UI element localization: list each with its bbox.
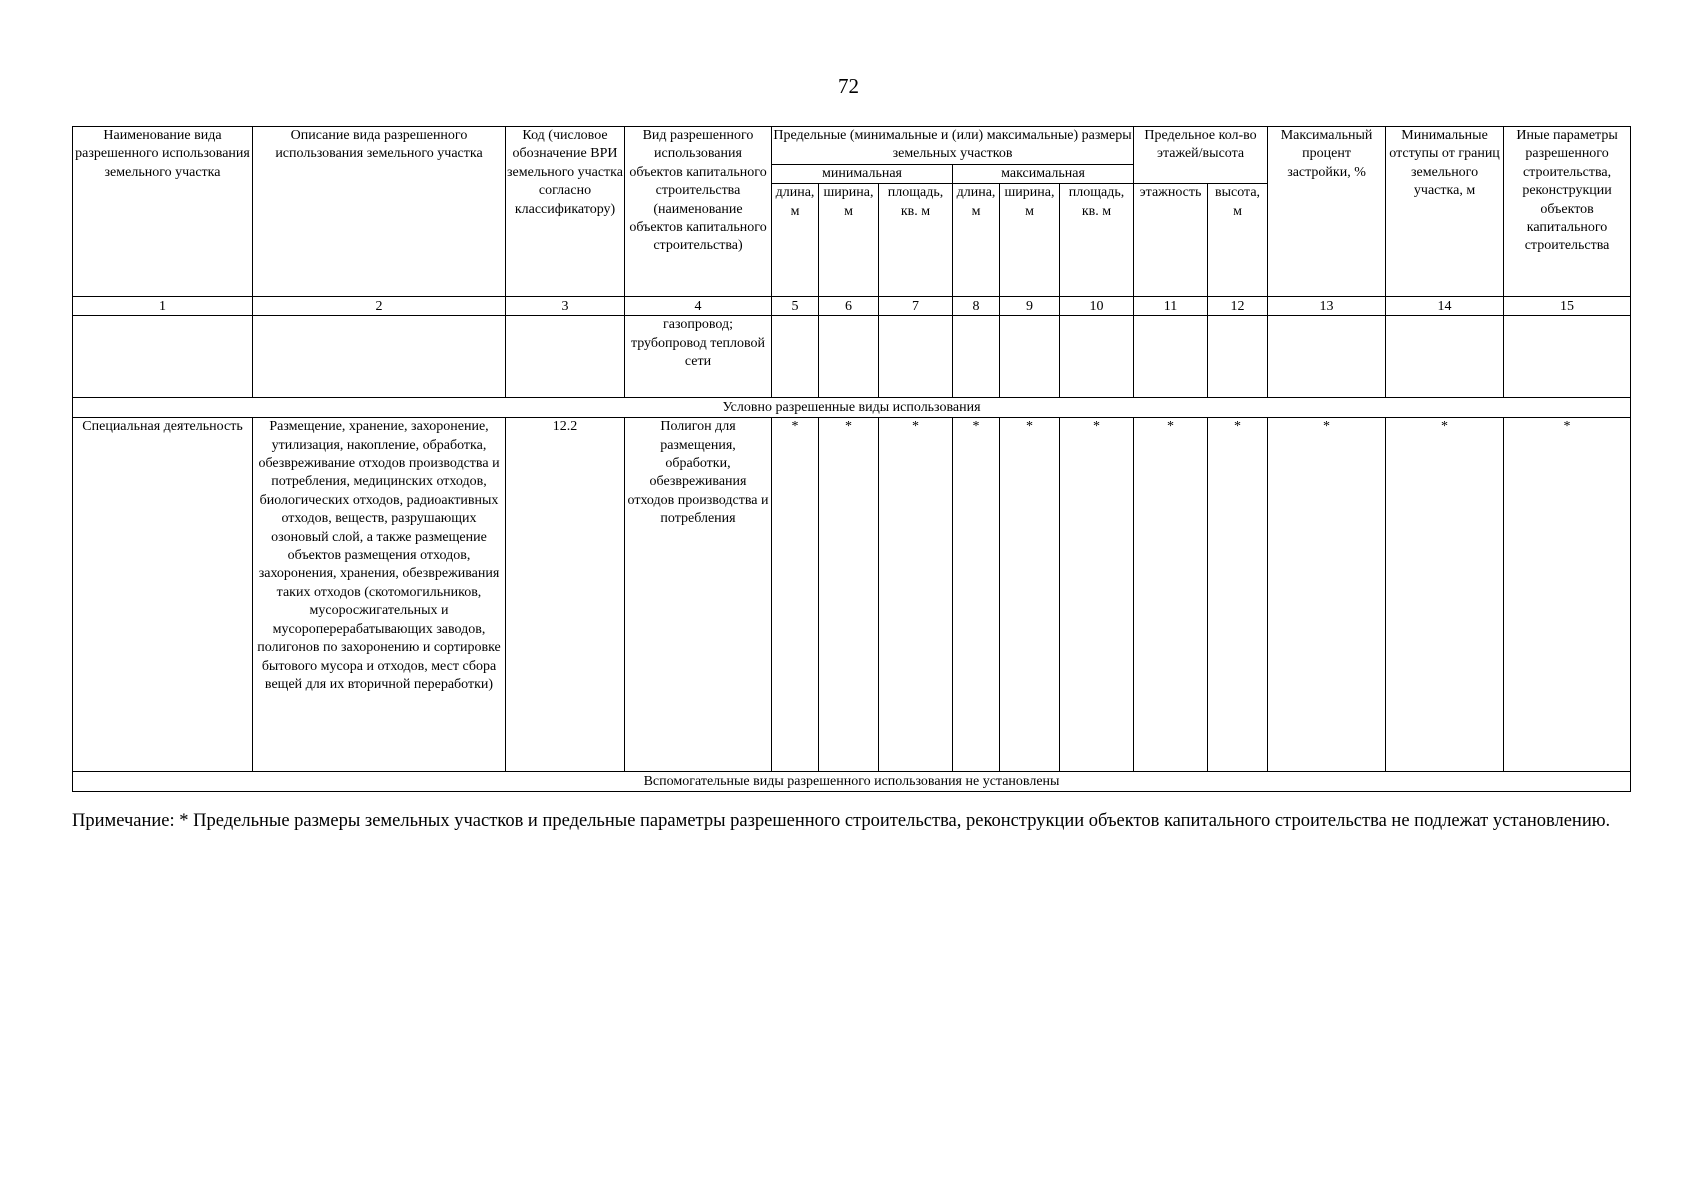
table-cell: [1060, 316, 1134, 398]
table-cell: [953, 316, 1000, 398]
table-cell: [772, 316, 819, 398]
header-capital-construction-use: Вид разрешенного использования объектов капитального строительства (наименование объектов капитального строительства): [625, 127, 772, 297]
header-floors: этажность: [1134, 184, 1208, 297]
header-plot-size-limits: Предельные (минимальные и (или) максимальные) размеры земельных участков: [772, 127, 1134, 165]
table-cell: [1000, 316, 1060, 398]
column-number: 4: [625, 297, 772, 316]
footnote: Примечание: * Предельные размеры земельных участков и предельные параметры разрешенного строительства, реконструкции объектов капитального строительства не подлежат установлению.: [72, 811, 1611, 831]
special-activity-objects: Полигон для размещения, обработки, обезвреживания отходов производства и потребления: [625, 418, 772, 772]
header-land-use-description: Описание вида разрешенного использования земельного участка: [253, 127, 506, 297]
table-cell: [73, 316, 253, 398]
table-cell: [253, 316, 506, 398]
param-asterisk: *: [1208, 418, 1268, 772]
column-number: 1: [73, 297, 253, 316]
header-max-build-percent: Максимальный процент застройки, %: [1268, 127, 1386, 297]
table-cell: [1386, 316, 1504, 398]
param-asterisk: *: [819, 418, 879, 772]
column-number: 9: [1000, 297, 1060, 316]
header-min-width: ширина, м: [819, 184, 879, 297]
table-cell: [1268, 316, 1386, 398]
header-min-area: площадь, кв. м: [879, 184, 953, 297]
special-activity-description: Размещение, хранение, захоронение, утилизация, накопление, обработка, обезвреживание отходов производства и потребления, медицинских отходов, биологических отходов, радиоактивных отходов, веществ, разрушающих озоновый слой, а также размещение объектов размещения отходов, захоронения, хранения, обезвреживания таких отходов (скотомогильников, мусоросжигательных и мусороперерабатывающих заводов, полигонов по захоронению и сортировке бытового мусора и отходов, мест сбора вещей для их вторичной переработки): [253, 418, 506, 772]
column-number: 14: [1386, 297, 1504, 316]
header-floors-height-limits: Предельное кол-во этажей/высота: [1134, 127, 1268, 184]
column-number: 3: [506, 297, 625, 316]
column-number: 5: [772, 297, 819, 316]
header-minimum-group: минимальная: [772, 164, 953, 183]
param-asterisk: *: [1386, 418, 1504, 772]
special-activity-row: [73, 418, 1631, 772]
column-numbers-row: [73, 297, 1631, 316]
table-cell: [819, 316, 879, 398]
header-min-length: длина, м: [772, 184, 819, 297]
conditional-section-row: [73, 398, 1631, 418]
header-max-width: ширина, м: [1000, 184, 1060, 297]
header-max-area: площадь, кв. м: [1060, 184, 1134, 297]
table-cell: [1208, 316, 1268, 398]
param-asterisk: *: [1134, 418, 1208, 772]
auxiliary-section-title: Вспомогательные виды разрешенного использования не установлены: [73, 772, 1631, 792]
conditional-section-title: Условно разрешенные виды использования: [73, 398, 1631, 418]
table-cell: [506, 316, 625, 398]
header-max-length: длина, м: [953, 184, 1000, 297]
header-row-1: [73, 127, 1631, 165]
special-activity-code: 12.2: [506, 418, 625, 772]
continuation-row: [73, 316, 1631, 398]
header-land-use-name: Наименование вида разрешенного использования земельного участка: [73, 127, 253, 297]
column-number: 7: [879, 297, 953, 316]
special-activity-name: Специальная деятельность: [73, 418, 253, 772]
header-other-parameters: Иные параметры разрешенного строительства, реконструкции объектов капитального строительства: [1504, 127, 1631, 297]
column-number: 10: [1060, 297, 1134, 316]
column-number: 12: [1208, 297, 1268, 316]
header-min-setbacks: Минимальные отступы от границ земельного участка, м: [1386, 127, 1504, 297]
column-number: 11: [1134, 297, 1208, 316]
param-asterisk: *: [879, 418, 953, 772]
param-asterisk: *: [1060, 418, 1134, 772]
column-number: 2: [253, 297, 506, 316]
param-asterisk: *: [1000, 418, 1060, 772]
table-cell: [879, 316, 953, 398]
param-asterisk: *: [1504, 418, 1631, 772]
param-asterisk: *: [953, 418, 1000, 772]
table-cell: [1134, 316, 1208, 398]
param-asterisk: *: [772, 418, 819, 772]
column-number: 8: [953, 297, 1000, 316]
land-use-regulations-table: [72, 126, 1631, 792]
column-number: 15: [1504, 297, 1631, 316]
header-height: высота, м: [1208, 184, 1268, 297]
continuation-objects: газопровод; трубопровод тепловой сети: [625, 316, 772, 398]
header-maximum-group: максимальная: [953, 164, 1134, 183]
header-classifier-code: Код (числовое обозначение ВРИ земельного участка согласно классификатору): [506, 127, 625, 297]
column-number: 6: [819, 297, 879, 316]
page-number: 72: [838, 74, 859, 98]
table-cell: [1504, 316, 1631, 398]
param-asterisk: *: [1268, 418, 1386, 772]
column-number: 13: [1268, 297, 1386, 316]
auxiliary-section-row: [73, 772, 1631, 792]
